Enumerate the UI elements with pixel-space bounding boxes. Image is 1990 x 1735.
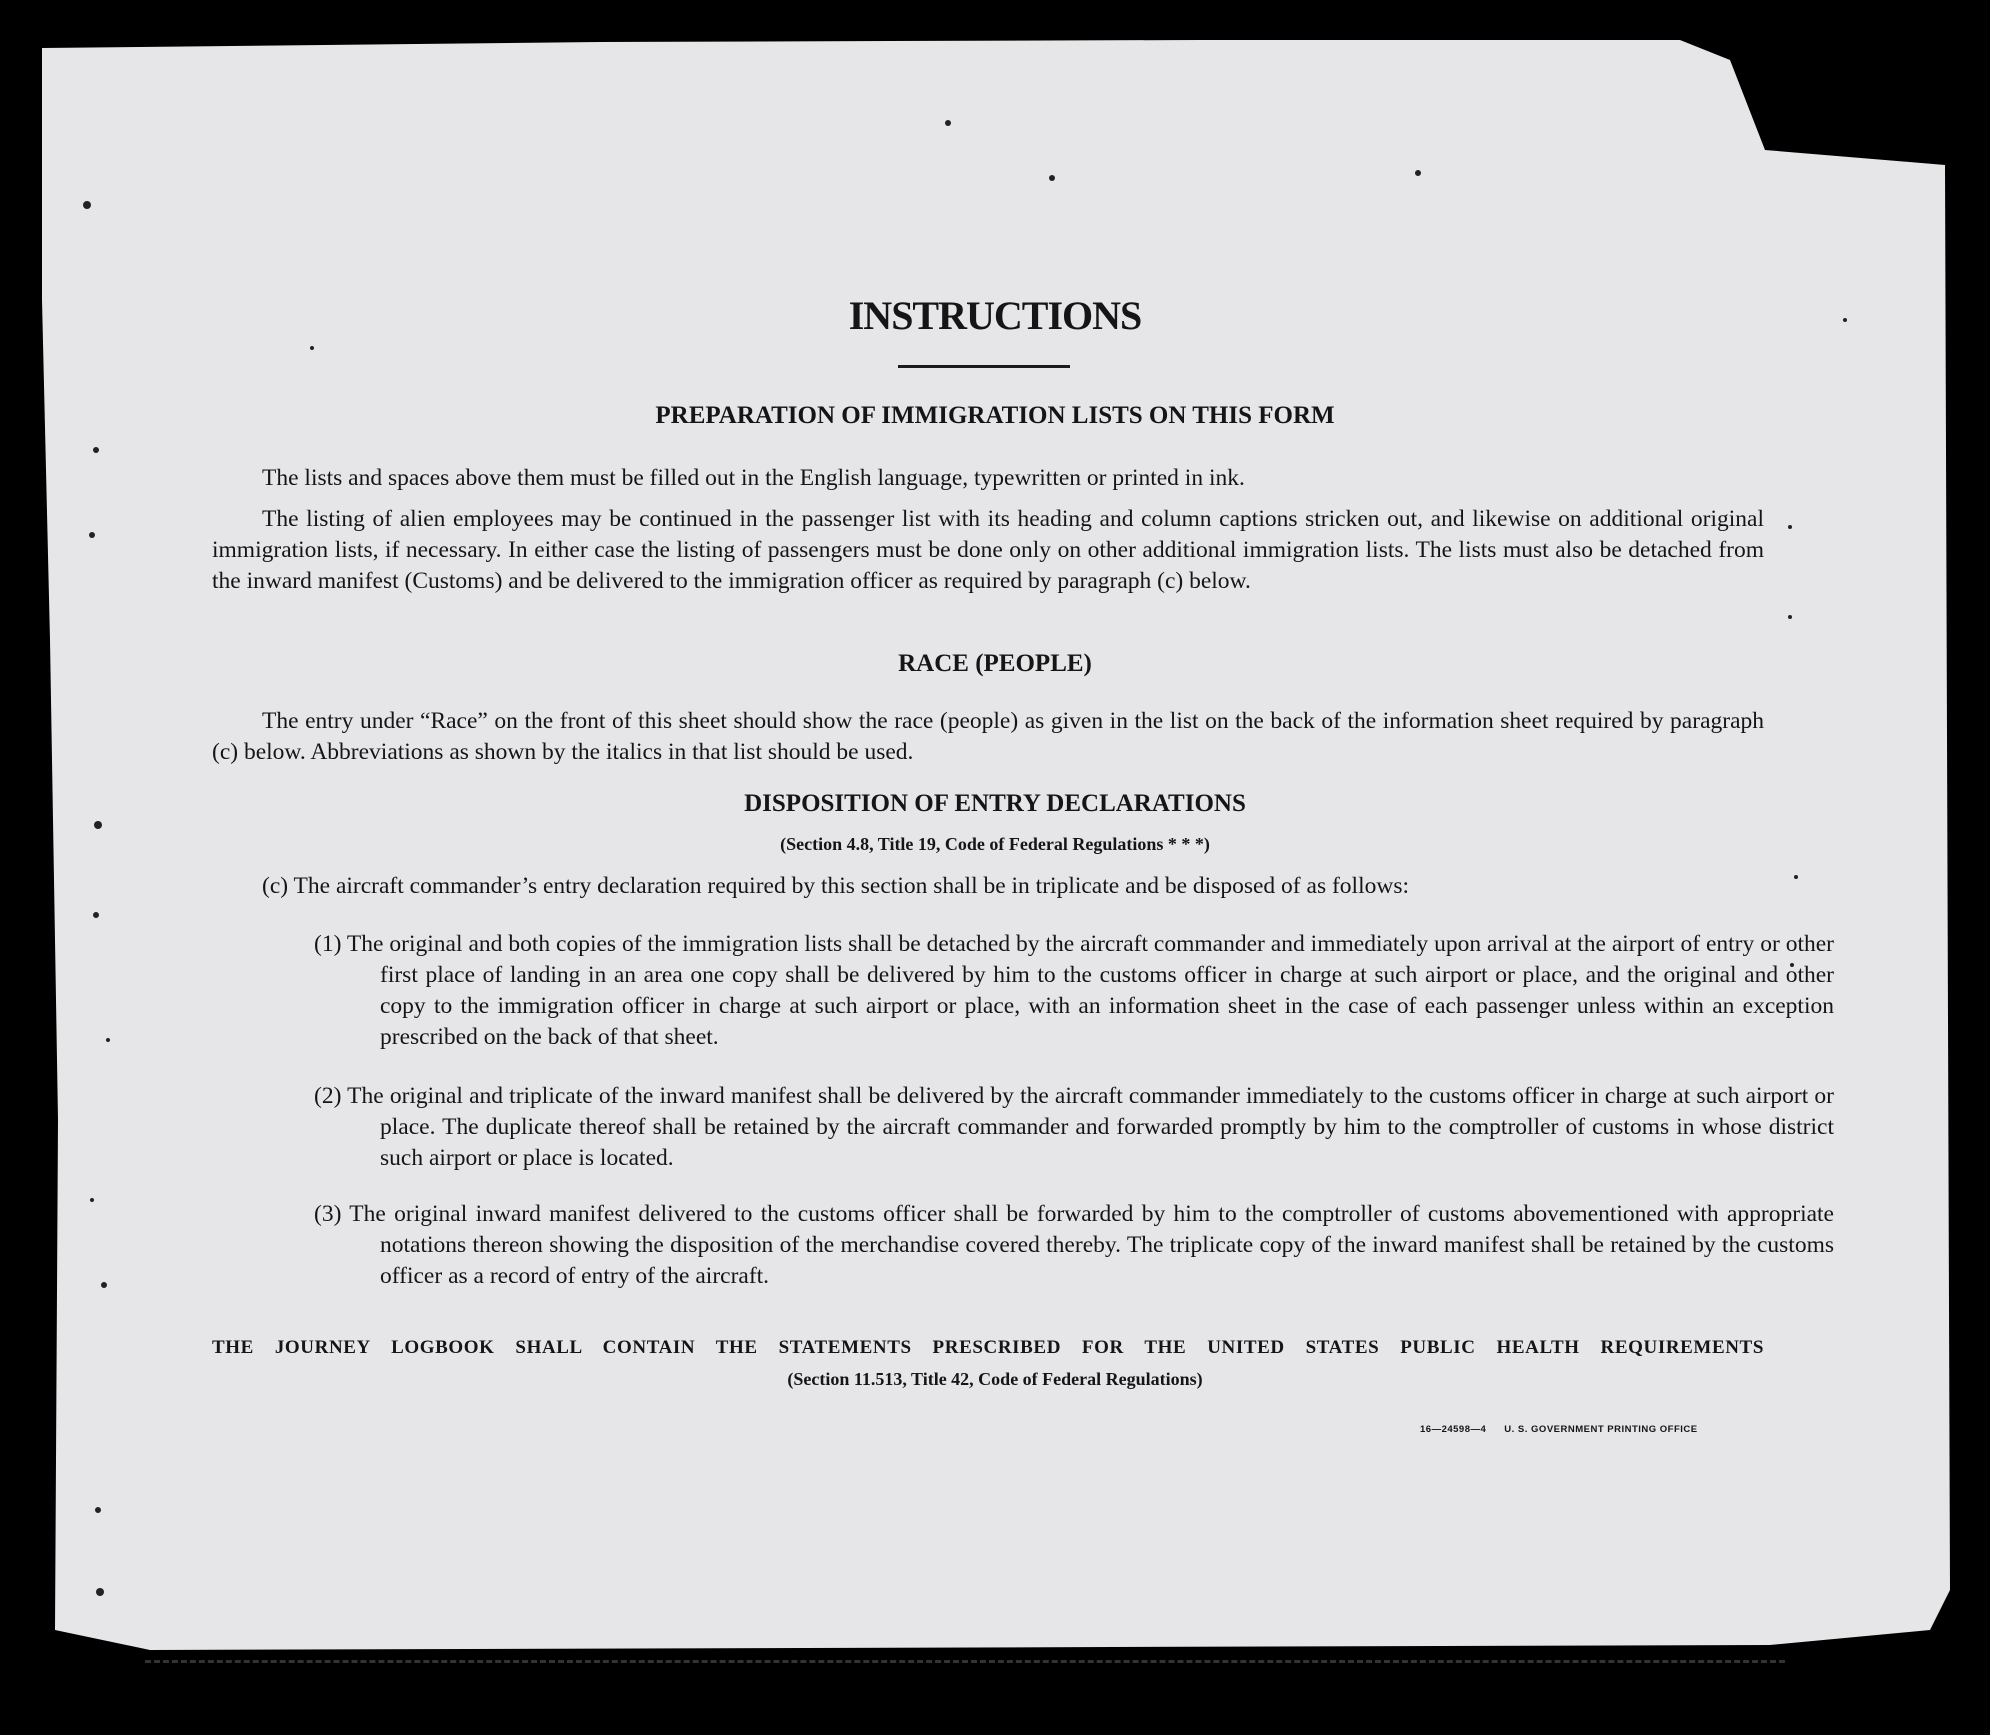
document-title: INSTRUCTIONS <box>848 293 1142 338</box>
printer-imprint <box>1420 1424 1698 1435</box>
list-item: (1) The original and both copies of the immigration lists shall be detached by the aircraft commander and immediately upon arrival at the airport of entry or other first place of landing in an area one copy shall be delivered by him to the customs officer in charge at such airport or place, and the original and other copy to the immigration officer in charge at such airport or place, with an information sheet in the case of each passenger unless within an exception prescribed on the back of that sheet. <box>314 931 1834 1050</box>
footer-statement: THE JOURNEY LOGBOOK SHALL CONTAIN THE STATEMENTS PRESCRIBED FOR THE UNITED STATES PUBLIC HEALTH REQUIREMENTS <box>212 1337 1764 1358</box>
section-heading-preparation: PREPARATION OF IMMIGRATION LISTS ON THIS FORM <box>655 402 1335 429</box>
section-citation: (Section 4.8, Title 19, Code of Federal Regulations * * *) <box>780 834 1210 854</box>
list-item: (3) The original inward manifest delivered to the customs officer shall be forwarded by him to the comptroller of customs abovementioned with appropriate notations thereon showing the disposition of the merchandise covered thereby. The triplicate copy of the inward manifest shall be retained by the customs officer as a record of entry of the aircraft. <box>314 1201 1834 1289</box>
form-number: 16—24598—4 <box>1420 1424 1487 1435</box>
list-item: (2) The original and triplicate of the inward manifest shall be delivered by the aircraft commander immediately to the customs officer in charge at such airport or place. The duplicate thereof shall be retained by the aircraft commander and forwarded promptly by him to the comptroller of customs in whose district such airport or place is located. <box>314 1083 1834 1171</box>
paragraph-alien-employees: The listing of alien employees may be continued in the passenger list with its heading and column captions stricken out, and likewise on additional original immigration lists, if necessary. In either case the listing of passengers must be done only on other additional immigration lists. The lists must also be detached from the inward manifest (Customs) and be delivered to the immigration officer as required by paragraph (c) below. <box>212 506 1764 594</box>
printer-name: U. S. GOVERNMENT PRINTING OFFICE <box>1504 1424 1698 1435</box>
section-heading-disposition: DISPOSITION OF ENTRY DECLARATIONS <box>744 790 1246 817</box>
perforation-line <box>145 1660 1785 1663</box>
footer-citation: (Section 11.513, Title 42, Code of Federal Regulations) <box>787 1369 1203 1389</box>
paragraph-language: The lists and spaces above them must be filled out in the English language, typewritten or printed in ink. <box>262 465 1245 491</box>
section-heading-race: RACE (PEOPLE) <box>898 650 1092 677</box>
paragraph-entry-declaration: (c) The aircraft commander’s entry declaration required by this section shall be in triplicate and be disposed of as follows: <box>262 873 1409 899</box>
paragraph-race: The entry under “Race” on the front of this sheet should show the race (people) as given in the list on the back of the information sheet required by paragraph (c) below. Abbreviations as shown by the italics in that list should be used. <box>212 708 1764 765</box>
title-underline <box>898 365 1070 368</box>
